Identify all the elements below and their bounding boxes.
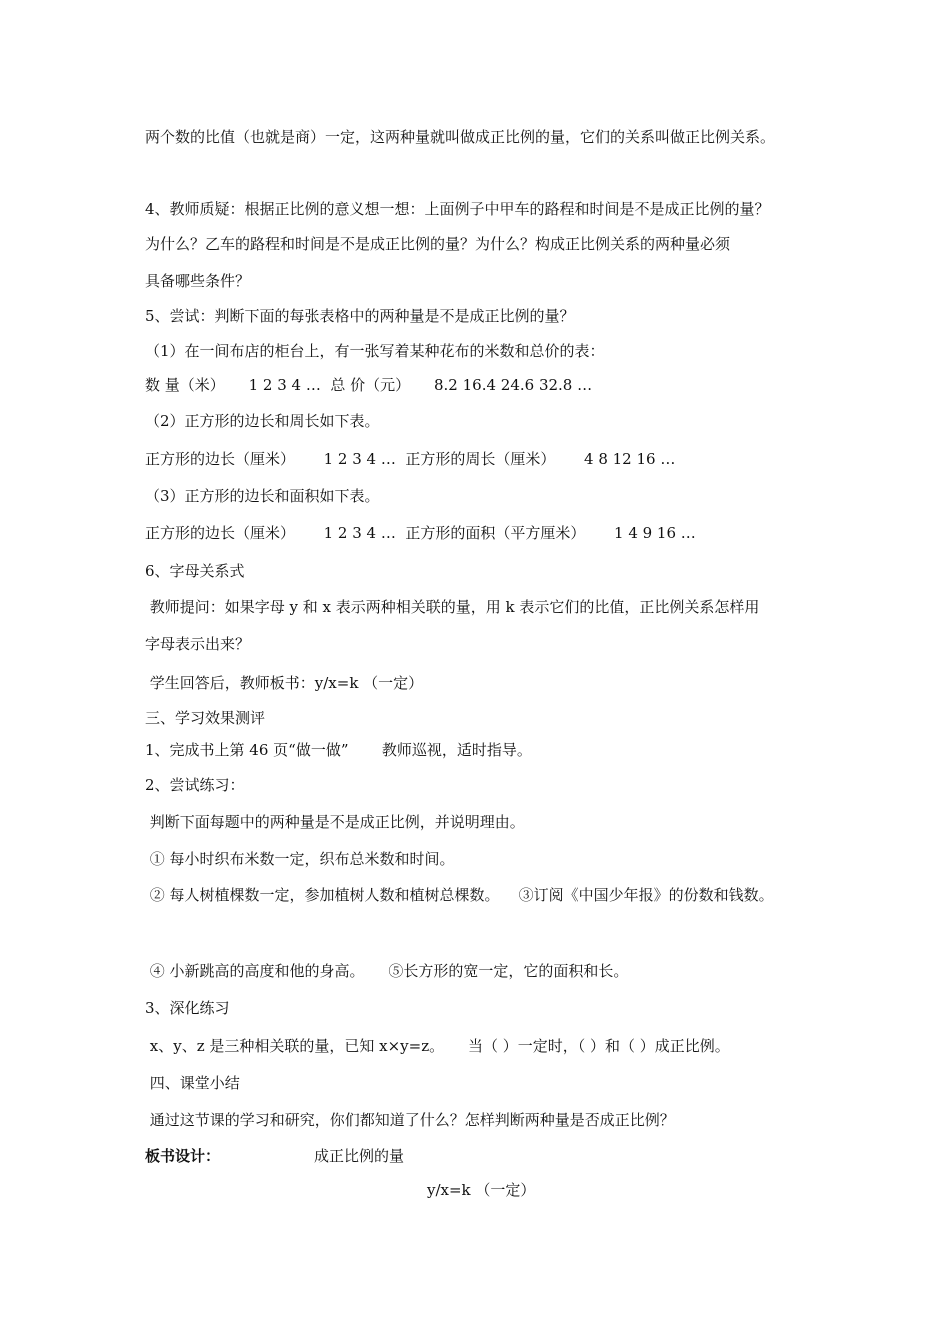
paragraph-line: 教师提问：如果字母 y 和 x 表示两种相关联的量，用 k 表示它们的比值，正比例关系怎样用 (145, 598, 760, 616)
paragraph-line: 两个数的比值（也就是商）一定，这两种量就叫做成正比例的量，它们的关系叫做正比例关系。 (145, 128, 776, 146)
paragraph-line: （2）正方形的边长和周长如下表。 (145, 412, 380, 430)
exercise-item: ① 每小时织布米数一定，织布总米数和时间。 (145, 850, 455, 868)
paragraph-line: （1）在一间布店的柜台上，有一张写着某种花布的米数和总价的表： (145, 342, 605, 360)
table-row-line: 数 量（米） 1 2 3 4 … 总 价（元） 8.2 16.4 24.6 32.8 … (145, 376, 593, 394)
paragraph-line: （3）正方形的边长和面积如下表。 (145, 487, 380, 505)
section-heading: 四、课堂小结 (145, 1074, 240, 1092)
exercise-item: ④ 小新跳高的高度和他的身高。 ⑤长方形的宽一定，它的面积和长。 (145, 962, 629, 980)
paragraph-line: 通过这节课的学习和研究，你们都知道了什么？怎样判断两种量是否成正比例？ (145, 1111, 675, 1129)
board-formula: y/x=k （一定） (427, 1181, 536, 1199)
paragraph-line: 具备哪些条件？ (145, 272, 251, 290)
section-heading: 3、深化练习 (145, 999, 230, 1017)
paragraph-line: 判断下面每题中的两种量是不是成正比例，并说明理由。 (145, 813, 525, 831)
paragraph-line: 4、教师质疑：根据正比例的意义想一想：上面例子中甲车的路程和时间是不是成正比例的量？ (145, 200, 770, 218)
table-row-line: 正方形的边长（厘米） 1 2 3 4 … 正方形的面积（平方厘米） 1 4 9 16 … (145, 524, 696, 542)
paragraph-line: 2、尝试练习： (145, 776, 245, 794)
exercise-item: ② 每人树植棵数一定，参加植树人数和植树总棵数。 ③订阅《中国少年报》的份数和钱数。 (145, 886, 774, 904)
paragraph-line: 字母表示出来？ (145, 635, 251, 653)
exercise-item: x、y、z 是三种相关联的量，已知 x×y=z。 当（ ）一定时，（ ）和（ ）成正比例。 (145, 1037, 730, 1055)
board-title: 成正比例的量 (314, 1147, 405, 1165)
paragraph-line: 为什么？乙车的路程和时间是不是成正比例的量？为什么？构成正比例关系的两种量必须 (145, 235, 731, 253)
paragraph-line: 学生回答后，教师板书：y/x=k （一定） (145, 674, 424, 692)
board-design-label: 板书设计： (145, 1147, 221, 1165)
table-row-line: 正方形的边长（厘米） 1 2 3 4 … 正方形的周长（厘米） 4 8 12 16 … (145, 450, 676, 468)
paragraph-line: 5、尝试：判断下面的每张表格中的两种量是不是成正比例的量？ (145, 307, 575, 325)
section-heading: 三、学习效果测评 (145, 709, 266, 727)
section-heading: 6、字母关系式 (145, 562, 245, 580)
paragraph-line: 1、完成书上第 46 页“做一做” 教师巡视，适时指导。 (145, 741, 532, 759)
